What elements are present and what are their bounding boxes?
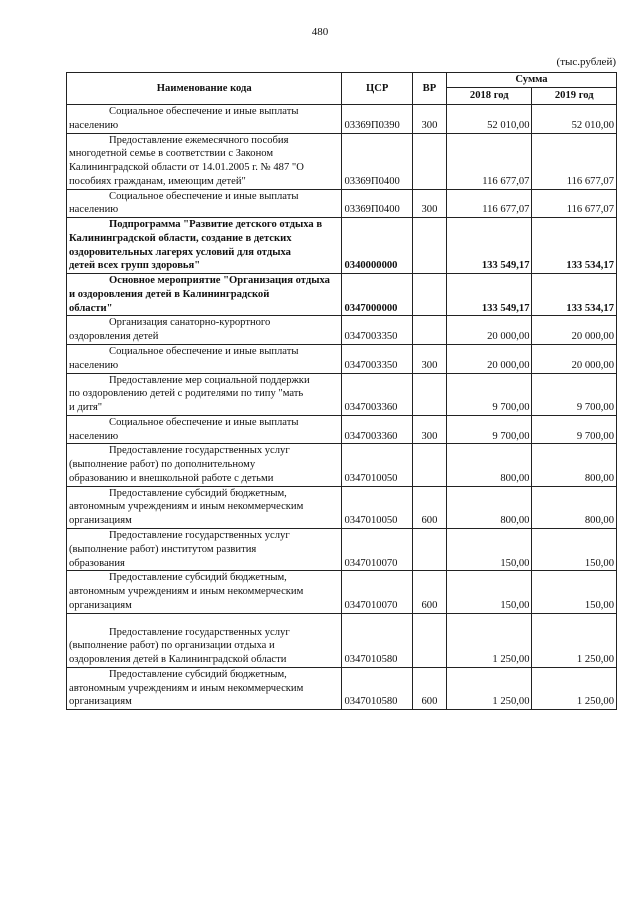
row-name-cell [67,528,342,570]
row-name-text: Социальное обеспечение и иные выплаты [109,190,299,202]
row-vr-cell: 300 [412,345,446,374]
table-row [67,133,617,189]
row-name-text: (выполнение работ) институтом развития [69,543,257,555]
row-vr-cell [412,133,446,189]
row-name-text: (выполнение работ) по организации отдыха и [69,640,275,652]
row-2018-cell: 150,00 [447,528,532,570]
row-spacer [69,614,339,626]
row-name-text: организациям [69,696,132,708]
row-csr-cell: 0347003360 [342,415,412,444]
row-name-text: оздоровления детей [69,331,159,343]
header-csr: ЦСР [342,73,412,105]
header-name: Наименование кода [67,73,342,105]
row-name-line [69,203,339,217]
row-name-line [69,232,339,246]
row-name-line [69,246,339,260]
row-name-line [69,302,339,316]
row-name-text: организациям [69,515,132,527]
row-name-line [69,359,339,373]
row-2018-cell: 800,00 [447,444,532,486]
row-name-line [69,274,339,288]
row-name-cell [67,105,342,134]
row-2019-cell: 9 700,00 [532,373,617,415]
header-year-2018: 2018 год [447,88,532,105]
row-2018-cell: 133 549,17 [447,218,532,274]
row-2018-cell: 116 677,07 [447,133,532,189]
row-2018-cell: 52 010,00 [447,105,532,134]
row-vr-cell [412,528,446,570]
row-name-line [69,599,339,613]
row-vr-cell [412,373,446,415]
row-2019-cell: 800,00 [532,444,617,486]
table-row [67,316,617,345]
row-csr-cell: 0347003350 [342,316,412,345]
row-name-line [69,500,339,514]
row-name-line [69,458,339,472]
row-vr-cell: 300 [412,189,446,218]
header-vr: ВР [412,73,446,105]
row-name-text: автономным учреждениям и иным некоммерческим [69,682,304,694]
row-name-text: населению [69,204,119,216]
row-2019-cell: 133 534,17 [532,274,617,316]
row-name-line [69,190,339,204]
row-vr-cell [412,444,446,486]
table-row [67,667,617,709]
row-vr-cell [412,218,446,274]
row-name-line [69,401,339,415]
header-year-2019: 2019 год [532,88,617,105]
row-name-cell [67,667,342,709]
row-csr-cell: 0340000000 [342,218,412,274]
row-name-cell [67,218,342,274]
row-name-text: образования [69,557,125,569]
row-2018-cell: 1 250,00 [447,613,532,667]
row-name-line [69,543,339,557]
row-name-text: детей всех групп здоровья" [69,260,201,272]
row-name-line [69,487,339,501]
row-name-text: оздоровительных лагерях условий для отдыха [69,246,291,258]
row-name-line [69,259,339,273]
row-2018-cell: 20 000,00 [447,316,532,345]
row-2019-cell: 52 010,00 [532,105,617,134]
row-name-text: населению [69,430,119,442]
row-name-text: автономным учреждениям и иным некоммерческим [69,501,304,513]
row-2018-cell: 20 000,00 [447,345,532,374]
row-name-line [69,330,339,344]
row-name-text: по оздоровлению детей с родителями по типу "мать [69,388,304,400]
row-name-line [69,175,339,189]
row-name-text: Социальное обеспечение и иные выплаты [109,416,299,428]
row-name-text: Калининградской области, создание в детских [69,232,292,244]
row-vr-cell [412,316,446,345]
budget-table [66,72,617,710]
table-row [67,444,617,486]
row-name-text: Калининградской области от 14.01.2005 г. № 487 "О [69,162,304,174]
units-label: (тыс.рублей) [556,56,616,68]
row-name-line [69,585,339,599]
row-name-line [69,557,339,571]
row-vr-cell: 300 [412,415,446,444]
row-name-text: пособиях гражданам, имеющим детей" [69,175,246,187]
row-name-text: населению [69,359,119,371]
row-2019-cell: 1 250,00 [532,613,617,667]
row-2019-cell: 20 000,00 [532,316,617,345]
row-name-text: Подпрограмма "Развитие детского отдыха в [109,219,323,231]
row-csr-cell: 0347010050 [342,486,412,528]
row-vr-cell [412,274,446,316]
row-name-cell [67,415,342,444]
row-name-text: Социальное обеспечение и иные выплаты [109,106,299,117]
row-csr-cell: 03369П0400 [342,133,412,189]
row-name-line [69,134,339,148]
row-name-line [69,571,339,585]
row-name-cell [67,316,342,345]
row-name-text: Предоставление субсидий бюджетным, [109,668,287,680]
row-name-text: Предоставление ежемесячного пособия [109,134,289,146]
row-name-text: Предоставление государственных услуг [109,445,290,457]
row-name-line [69,472,339,486]
row-name-text: области" [69,302,113,314]
row-vr-cell: 600 [412,571,446,613]
row-name-text: Предоставление мер социальной поддержки [109,374,310,386]
row-csr-cell: 0347010580 [342,613,412,667]
row-name-text: организациям [69,599,132,611]
row-2019-cell: 1 250,00 [532,667,617,709]
row-name-line [69,682,339,696]
page-number: 480 [311,26,329,38]
row-name-cell [67,274,342,316]
row-name-text: Предоставление субсидий бюджетным, [109,572,287,584]
row-csr-cell: 03369П0390 [342,105,412,134]
row-name-line [69,626,339,640]
row-2018-cell: 150,00 [447,571,532,613]
row-name-text: образованию и внешкольной работе с детьми [69,472,274,484]
table-row [67,613,617,667]
row-2019-cell: 150,00 [532,528,617,570]
row-csr-cell: 0347003350 [342,345,412,374]
row-name-cell [67,373,342,415]
row-csr-cell: 0347010580 [342,667,412,709]
row-name-line [69,416,339,430]
row-csr-cell: 0347000000 [342,274,412,316]
row-name-line [69,218,339,232]
row-name-line [69,668,339,682]
row-name-line [69,374,339,388]
row-2018-cell: 9 700,00 [447,415,532,444]
row-2019-cell: 133 534,17 [532,218,617,274]
row-name-cell [67,133,342,189]
row-name-text: (выполнение работ) по дополнительному [69,459,256,471]
row-2019-cell: 9 700,00 [532,415,617,444]
table-row [67,105,617,134]
row-name-line [69,444,339,458]
row-name-line [69,430,339,444]
row-csr-cell: 0347010050 [342,444,412,486]
row-name-line [69,695,339,709]
row-name-text: Организация санаторно-курортного [109,317,271,329]
row-csr-cell: 0347003360 [342,373,412,415]
row-2018-cell: 1 250,00 [447,667,532,709]
table-header [67,73,617,105]
row-name-text: Предоставление государственных услуг [109,529,290,541]
table-row [67,571,617,613]
table-row [67,528,617,570]
row-name-text: и оздоровления детей в Калининградской [69,288,270,300]
row-csr-cell: 03369П0400 [342,189,412,218]
table-row [67,218,617,274]
row-2018-cell: 9 700,00 [447,373,532,415]
row-2019-cell: 116 677,07 [532,133,617,189]
table-row [67,274,617,316]
row-name-cell [67,444,342,486]
row-name-line [69,119,339,133]
row-name-line [69,288,339,302]
row-name-text: автономным учреждениям и иным некоммерческим [69,586,304,598]
row-name-line [69,105,339,119]
row-2019-cell: 800,00 [532,486,617,528]
row-vr-cell: 300 [412,105,446,134]
row-csr-cell: 0347010070 [342,571,412,613]
row-name-line [69,316,339,330]
row-vr-cell: 600 [412,667,446,709]
header-sum: Сумма [447,73,617,88]
row-name-line [69,387,339,401]
row-name-cell [67,571,342,613]
row-name-text: оздоровления детей в Калининградской области [69,654,287,666]
row-2018-cell: 116 677,07 [447,189,532,218]
row-2018-cell: 800,00 [447,486,532,528]
row-name-line [69,639,339,653]
row-vr-cell [412,613,446,667]
table-row [67,486,617,528]
row-name-line [69,161,339,175]
table-row [67,373,617,415]
table-row [67,345,617,374]
table-row [67,189,617,218]
table-row [67,415,617,444]
row-name-line [69,147,339,161]
row-2019-cell: 20 000,00 [532,345,617,374]
row-name-line [69,345,339,359]
row-name-text: и дитя" [69,402,103,414]
row-name-cell [67,345,342,374]
row-name-text: населению [69,119,119,131]
row-vr-cell: 600 [412,486,446,528]
row-name-text: Основное мероприятие "Организация отдыха [109,275,330,287]
row-name-line [69,529,339,543]
row-name-text: Предоставление субсидий бюджетным, [109,487,287,499]
row-2018-cell: 133 549,17 [447,274,532,316]
row-name-text: Социальное обеспечение и иные выплаты [109,346,299,358]
row-2019-cell: 150,00 [532,571,617,613]
row-name-cell [67,189,342,218]
row-name-text: Предоставление государственных услуг [109,626,290,638]
row-name-cell [67,486,342,528]
row-name-line [69,514,339,528]
row-csr-cell: 0347010070 [342,528,412,570]
row-name-cell [67,613,342,667]
row-name-text: многодетной семье в соответствии с Законом [69,148,274,160]
table-body [67,105,617,710]
row-name-line [69,653,339,667]
row-2019-cell: 116 677,07 [532,189,617,218]
